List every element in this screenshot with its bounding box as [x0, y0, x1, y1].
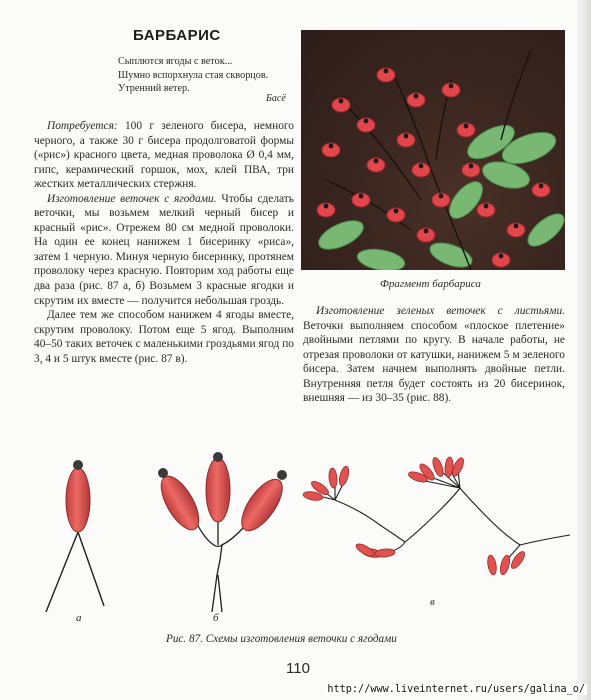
red-bead [66, 468, 90, 532]
poem-line: Утренний ветер. [118, 83, 190, 95]
materials-lead: Потребуется: [47, 120, 118, 132]
poem-line: Сыплются ягоды с веток... [118, 56, 233, 67]
continue-paragraph: Далее тем же способом нанижем 4 ягоды вместе, скрутим проволоку. Потом еще 5 ягод. Выполним 40–50 таких веточек с маленькими гроздьями ягод по 3, 4 и 5 штук вместе (рис. 87 в). [34, 309, 294, 365]
small-red-bead [509, 550, 527, 571]
figure-label-a: а [76, 612, 82, 624]
small-red-bead [375, 548, 396, 558]
scheme-b [154, 452, 290, 612]
leaves-text: Веточки выполняем способом «плоское плетение» двойными петлями по кругу. В начале работы, не отрезая проволоки от катушки, нанижем 5 м зеленого бисера. Затем начнем выполнять двойные петли. Внутренняя петля будет состоять из 20 бисеринок, внешняя — из 30–35 (рис. 88). [303, 319, 565, 405]
small-red-bead [486, 554, 497, 575]
figure-caption: Рис. 87. Схемы изготовления веточки с ягодами [166, 633, 397, 645]
scheme-a [46, 460, 104, 612]
watermark-url: http://www.liveinternet.ru/users/galina_o/ [327, 684, 585, 695]
article-title: БАРБАРИС [133, 27, 221, 44]
small-red-bead [338, 465, 351, 486]
black-bead [277, 470, 287, 480]
scheme-v [315, 470, 570, 562]
small-red-bead [499, 554, 512, 575]
figure-label-b: б [213, 612, 219, 624]
black-bead [73, 460, 83, 470]
berries-text: Чтобы сделать веточки, мы возьмем мелкий черный бисер и красный «рис». Отрежем 80 см медной проволоки. На один ее конец нанижем 1 бисеринку «риса», затем 1 черную. Минуя черную бисеринку, протянем проволоку через красную. Повторим ход работы еще два раза (рис. 87 а, б) Возьмем 3 красные ягодки и скрутим их вместе — получится небольшая гроздь. [34, 192, 294, 307]
red-bead [234, 473, 290, 537]
black-bead [158, 468, 168, 478]
black-bead [213, 452, 223, 462]
leaves-lead: Изготовление зеленых веточек с листьями. [316, 305, 565, 317]
materials-text: 100 г зеленого бисера, немного черного, а также 30 г бисера продолговатой формы («рис») красного цвета, медная проволока Ø 0,4 мм, гипс, керамический горшок, мох, клей ПВА, три жестких металлических стержня. [34, 120, 294, 191]
figure-label-v: в [430, 596, 435, 608]
poem-author: Басё [266, 93, 286, 104]
photo-caption: Фрагмент барбариса [380, 278, 481, 290]
berries-lead: Изготовление веточек с ягодами. [47, 192, 217, 205]
small-red-bead [328, 468, 338, 489]
red-bead [206, 458, 230, 522]
poem-line: Шумно вспорхнула стая скворцов. [118, 69, 269, 81]
page-number: 110 [286, 660, 310, 677]
